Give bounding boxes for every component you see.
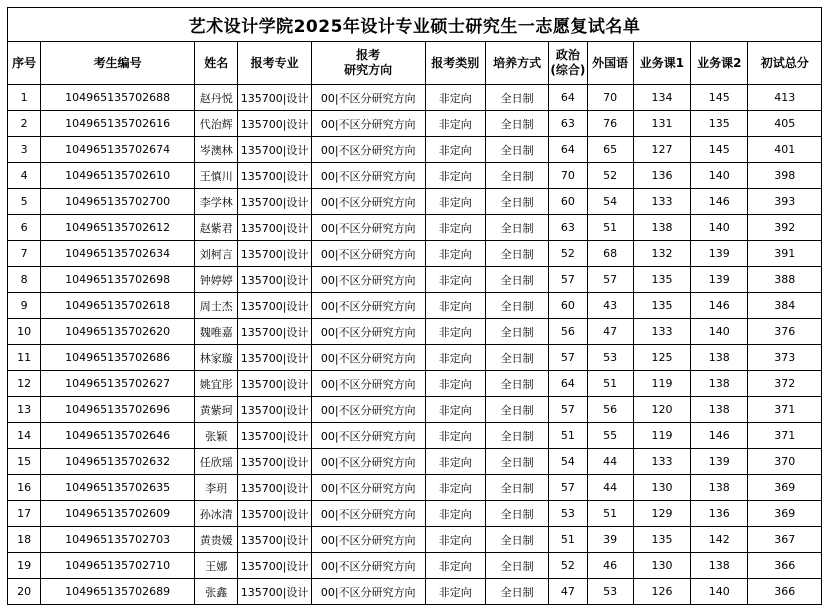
cell-major: 135700|设计 (238, 215, 311, 241)
cell-research-direction: 00|不区分研究方向 (311, 553, 425, 579)
cell-course2-score: 136 (691, 501, 748, 527)
cell-seq-no: 16 (8, 475, 41, 501)
cell-study-mode: 全日制 (485, 449, 548, 475)
table-row (8, 163, 822, 189)
table-row (8, 423, 822, 449)
cell-name: 黄贵媛 (195, 527, 238, 553)
cell-research-direction: 00|不区分研究方向 (311, 163, 425, 189)
cell-seq-no: 14 (8, 423, 41, 449)
cell-category: 非定向 (425, 397, 485, 423)
cell-total-score: 384 (748, 293, 822, 319)
cell-category: 非定向 (425, 293, 485, 319)
cell-course1-score: 129 (633, 501, 690, 527)
cell-major: 135700|设计 (238, 111, 311, 137)
cell-total-score: 405 (748, 111, 822, 137)
cell-research-direction: 00|不区分研究方向 (311, 501, 425, 527)
cell-politics-score: 57 (549, 475, 587, 501)
cell-foreign-language-score: 53 (587, 345, 633, 371)
cell-name: 姚宜彤 (195, 371, 238, 397)
cell-course2-score: 139 (691, 241, 748, 267)
column-header-total-score: 初试总分 (748, 42, 822, 85)
table-row (8, 579, 822, 605)
cell-research-direction: 00|不区分研究方向 (311, 215, 425, 241)
column-header-category: 报考类别 (425, 42, 485, 85)
cell-course2-score: 138 (691, 371, 748, 397)
cell-foreign-language-score: 55 (587, 423, 633, 449)
cell-study-mode: 全日制 (485, 137, 548, 163)
cell-politics-score: 60 (549, 293, 587, 319)
cell-politics-score: 52 (549, 553, 587, 579)
cell-seq-no: 8 (8, 267, 41, 293)
cell-total-score: 376 (748, 319, 822, 345)
cell-major: 135700|设计 (238, 293, 311, 319)
cell-total-score: 393 (748, 189, 822, 215)
cell-course2-score: 138 (691, 553, 748, 579)
cell-name: 张鑫 (195, 579, 238, 605)
cell-course1-score: 135 (633, 267, 690, 293)
cell-category: 非定向 (425, 527, 485, 553)
cell-research-direction: 00|不区分研究方向 (311, 189, 425, 215)
cell-course2-score: 138 (691, 475, 748, 501)
cell-seq-no: 5 (8, 189, 41, 215)
cell-course1-score: 135 (633, 293, 690, 319)
cell-name: 李玥 (195, 475, 238, 501)
table-row (8, 137, 822, 163)
table-row (8, 85, 822, 111)
cell-research-direction: 00|不区分研究方向 (311, 85, 425, 111)
cell-seq-no: 1 (8, 85, 41, 111)
cell-course2-score: 146 (691, 189, 748, 215)
cell-major: 135700|设计 (238, 345, 311, 371)
cell-candidate-id: 104965135702612 (41, 215, 195, 241)
cell-study-mode: 全日制 (485, 241, 548, 267)
cell-course2-score: 140 (691, 579, 748, 605)
cell-candidate-id: 104965135702610 (41, 163, 195, 189)
cell-total-score: 413 (748, 85, 822, 111)
cell-candidate-id: 104965135702698 (41, 267, 195, 293)
cell-course2-score: 146 (691, 423, 748, 449)
cell-name: 魏唯嘉 (195, 319, 238, 345)
cell-foreign-language-score: 47 (587, 319, 633, 345)
cell-total-score: 401 (748, 137, 822, 163)
cell-category: 非定向 (425, 163, 485, 189)
cell-total-score: 366 (748, 553, 822, 579)
cell-course2-score: 145 (691, 85, 748, 111)
cell-candidate-id: 104965135702686 (41, 345, 195, 371)
cell-seq-no: 11 (8, 345, 41, 371)
cell-course2-score: 146 (691, 293, 748, 319)
cell-research-direction: 00|不区分研究方向 (311, 137, 425, 163)
cell-politics-score: 60 (549, 189, 587, 215)
column-header-study-mode: 培养方式 (485, 42, 548, 85)
cell-study-mode: 全日制 (485, 267, 548, 293)
admission-list-sheet (7, 7, 822, 605)
cell-foreign-language-score: 57 (587, 267, 633, 293)
cell-politics-score: 70 (549, 163, 587, 189)
cell-foreign-language-score: 56 (587, 397, 633, 423)
cell-politics-score: 64 (549, 371, 587, 397)
cell-course2-score: 140 (691, 319, 748, 345)
cell-name: 任欣瑶 (195, 449, 238, 475)
cell-category: 非定向 (425, 475, 485, 501)
table-row (8, 241, 822, 267)
cell-name: 赵紫君 (195, 215, 238, 241)
cell-course1-score: 126 (633, 579, 690, 605)
cell-course2-score: 135 (691, 111, 748, 137)
cell-category: 非定向 (425, 85, 485, 111)
cell-name: 林家璇 (195, 345, 238, 371)
cell-name: 刘柯言 (195, 241, 238, 267)
table-row (8, 111, 822, 137)
cell-candidate-id: 104965135702627 (41, 371, 195, 397)
cell-politics-score: 63 (549, 215, 587, 241)
cell-foreign-language-score: 65 (587, 137, 633, 163)
cell-course1-score: 132 (633, 241, 690, 267)
cell-politics-score: 64 (549, 137, 587, 163)
cell-course1-score: 120 (633, 397, 690, 423)
cell-foreign-language-score: 51 (587, 371, 633, 397)
cell-course2-score: 139 (691, 267, 748, 293)
cell-candidate-id: 104965135702618 (41, 293, 195, 319)
cell-seq-no: 15 (8, 449, 41, 475)
cell-study-mode: 全日制 (485, 371, 548, 397)
cell-candidate-id: 104965135702689 (41, 579, 195, 605)
cell-name: 黄紫珂 (195, 397, 238, 423)
cell-total-score: 373 (748, 345, 822, 371)
table-row (8, 345, 822, 371)
cell-name: 周士杰 (195, 293, 238, 319)
cell-major: 135700|设计 (238, 163, 311, 189)
cell-course1-score: 130 (633, 553, 690, 579)
cell-politics-score: 51 (549, 527, 587, 553)
cell-total-score: 370 (748, 449, 822, 475)
table-header-row (8, 42, 822, 85)
page-title: 艺术设计学院2025年设计专业硕士研究生一志愿复试名单 (7, 7, 822, 41)
column-header-research-direction: 报考 研究方向 (311, 42, 425, 85)
table-row (8, 449, 822, 475)
cell-course1-score: 138 (633, 215, 690, 241)
column-header-name: 姓名 (195, 42, 238, 85)
table-row (8, 527, 822, 553)
cell-foreign-language-score: 39 (587, 527, 633, 553)
cell-name: 王娜 (195, 553, 238, 579)
cell-candidate-id: 104965135702696 (41, 397, 195, 423)
cell-candidate-id: 104965135702710 (41, 553, 195, 579)
cell-research-direction: 00|不区分研究方向 (311, 111, 425, 137)
cell-study-mode: 全日制 (485, 163, 548, 189)
cell-candidate-id: 104965135702688 (41, 85, 195, 111)
cell-foreign-language-score: 44 (587, 475, 633, 501)
cell-course1-score: 125 (633, 345, 690, 371)
column-header-foreign-language-score: 外国语 (587, 42, 633, 85)
cell-research-direction: 00|不区分研究方向 (311, 319, 425, 345)
cell-category: 非定向 (425, 267, 485, 293)
cell-course1-score: 136 (633, 163, 690, 189)
cell-candidate-id: 104965135702616 (41, 111, 195, 137)
cell-politics-score: 57 (549, 267, 587, 293)
cell-course1-score: 134 (633, 85, 690, 111)
cell-research-direction: 00|不区分研究方向 (311, 241, 425, 267)
cell-major: 135700|设计 (238, 501, 311, 527)
cell-candidate-id: 104965135702609 (41, 501, 195, 527)
cell-candidate-id: 104965135702700 (41, 189, 195, 215)
cell-total-score: 366 (748, 579, 822, 605)
cell-major: 135700|设计 (238, 189, 311, 215)
cell-foreign-language-score: 53 (587, 579, 633, 605)
cell-seq-no: 13 (8, 397, 41, 423)
cell-research-direction: 00|不区分研究方向 (311, 423, 425, 449)
cell-study-mode: 全日制 (485, 85, 548, 111)
column-header-candidate-id: 考生编号 (41, 42, 195, 85)
cell-candidate-id: 104965135702634 (41, 241, 195, 267)
cell-course1-score: 119 (633, 371, 690, 397)
cell-candidate-id: 104965135702703 (41, 527, 195, 553)
cell-total-score: 391 (748, 241, 822, 267)
cell-seq-no: 10 (8, 319, 41, 345)
cell-course1-score: 131 (633, 111, 690, 137)
cell-research-direction: 00|不区分研究方向 (311, 345, 425, 371)
cell-study-mode: 全日制 (485, 293, 548, 319)
cell-research-direction: 00|不区分研究方向 (311, 527, 425, 553)
table-row (8, 397, 822, 423)
cell-major: 135700|设计 (238, 267, 311, 293)
cell-category: 非定向 (425, 579, 485, 605)
cell-course1-score: 133 (633, 189, 690, 215)
column-header-major: 报考专业 (238, 42, 311, 85)
cell-foreign-language-score: 44 (587, 449, 633, 475)
cell-research-direction: 00|不区分研究方向 (311, 475, 425, 501)
cell-candidate-id: 104965135702646 (41, 423, 195, 449)
cell-name: 王慎川 (195, 163, 238, 189)
cell-research-direction: 00|不区分研究方向 (311, 293, 425, 319)
cell-major: 135700|设计 (238, 319, 311, 345)
cell-research-direction: 00|不区分研究方向 (311, 371, 425, 397)
cell-category: 非定向 (425, 241, 485, 267)
cell-politics-score: 57 (549, 345, 587, 371)
cell-foreign-language-score: 43 (587, 293, 633, 319)
cell-politics-score: 64 (549, 85, 587, 111)
cell-major: 135700|设计 (238, 527, 311, 553)
table-row (8, 189, 822, 215)
cell-seq-no: 20 (8, 579, 41, 605)
cell-seq-no: 3 (8, 137, 41, 163)
column-header-politics-score: 政治 (综合) (549, 42, 587, 85)
cell-seq-no: 4 (8, 163, 41, 189)
cell-category: 非定向 (425, 189, 485, 215)
cell-course1-score: 130 (633, 475, 690, 501)
cell-course1-score: 135 (633, 527, 690, 553)
cell-politics-score: 63 (549, 111, 587, 137)
cell-category: 非定向 (425, 423, 485, 449)
cell-study-mode: 全日制 (485, 475, 548, 501)
cell-category: 非定向 (425, 449, 485, 475)
cell-course2-score: 139 (691, 449, 748, 475)
cell-study-mode: 全日制 (485, 423, 548, 449)
cell-politics-score: 56 (549, 319, 587, 345)
cell-category: 非定向 (425, 319, 485, 345)
table-row (8, 267, 822, 293)
cell-name: 代治辉 (195, 111, 238, 137)
cell-major: 135700|设计 (238, 397, 311, 423)
cell-seq-no: 2 (8, 111, 41, 137)
table-row (8, 215, 822, 241)
cell-major: 135700|设计 (238, 371, 311, 397)
cell-study-mode: 全日制 (485, 579, 548, 605)
cell-candidate-id: 104965135702674 (41, 137, 195, 163)
cell-course1-score: 133 (633, 449, 690, 475)
cell-category: 非定向 (425, 553, 485, 579)
cell-foreign-language-score: 76 (587, 111, 633, 137)
cell-seq-no: 6 (8, 215, 41, 241)
cell-seq-no: 19 (8, 553, 41, 579)
cell-major: 135700|设计 (238, 449, 311, 475)
cell-name: 李学林 (195, 189, 238, 215)
cell-category: 非定向 (425, 345, 485, 371)
cell-course1-score: 133 (633, 319, 690, 345)
table-row (8, 293, 822, 319)
cell-seq-no: 9 (8, 293, 41, 319)
cell-seq-no: 17 (8, 501, 41, 527)
cell-total-score: 367 (748, 527, 822, 553)
cell-research-direction: 00|不区分研究方向 (311, 579, 425, 605)
cell-course1-score: 127 (633, 137, 690, 163)
cell-total-score: 388 (748, 267, 822, 293)
table-row (8, 371, 822, 397)
cell-research-direction: 00|不区分研究方向 (311, 267, 425, 293)
table-row (8, 553, 822, 579)
cell-research-direction: 00|不区分研究方向 (311, 449, 425, 475)
cell-course2-score: 142 (691, 527, 748, 553)
candidate-table (7, 41, 822, 605)
cell-total-score: 369 (748, 501, 822, 527)
cell-total-score: 369 (748, 475, 822, 501)
cell-total-score: 392 (748, 215, 822, 241)
cell-study-mode: 全日制 (485, 527, 548, 553)
cell-course2-score: 145 (691, 137, 748, 163)
cell-major: 135700|设计 (238, 85, 311, 111)
cell-politics-score: 52 (549, 241, 587, 267)
cell-course1-score: 119 (633, 423, 690, 449)
cell-course2-score: 140 (691, 163, 748, 189)
cell-study-mode: 全日制 (485, 111, 548, 137)
cell-foreign-language-score: 68 (587, 241, 633, 267)
cell-politics-score: 51 (549, 423, 587, 449)
cell-study-mode: 全日制 (485, 215, 548, 241)
table-row (8, 475, 822, 501)
cell-foreign-language-score: 46 (587, 553, 633, 579)
cell-foreign-language-score: 51 (587, 501, 633, 527)
column-header-seq-no: 序号 (8, 42, 41, 85)
cell-seq-no: 7 (8, 241, 41, 267)
cell-foreign-language-score: 51 (587, 215, 633, 241)
cell-politics-score: 57 (549, 397, 587, 423)
cell-candidate-id: 104965135702620 (41, 319, 195, 345)
cell-name: 岑澳林 (195, 137, 238, 163)
cell-foreign-language-score: 52 (587, 163, 633, 189)
cell-study-mode: 全日制 (485, 501, 548, 527)
cell-total-score: 372 (748, 371, 822, 397)
cell-name: 钟婷婷 (195, 267, 238, 293)
cell-study-mode: 全日制 (485, 189, 548, 215)
cell-category: 非定向 (425, 111, 485, 137)
cell-foreign-language-score: 54 (587, 189, 633, 215)
cell-major: 135700|设计 (238, 579, 311, 605)
cell-seq-no: 18 (8, 527, 41, 553)
table-row (8, 319, 822, 345)
cell-politics-score: 53 (549, 501, 587, 527)
column-header-course1-score: 业务课1 (633, 42, 690, 85)
cell-research-direction: 00|不区分研究方向 (311, 397, 425, 423)
cell-major: 135700|设计 (238, 553, 311, 579)
cell-major: 135700|设计 (238, 137, 311, 163)
cell-course2-score: 138 (691, 397, 748, 423)
cell-foreign-language-score: 70 (587, 85, 633, 111)
cell-total-score: 371 (748, 423, 822, 449)
cell-category: 非定向 (425, 371, 485, 397)
cell-total-score: 398 (748, 163, 822, 189)
cell-study-mode: 全日制 (485, 397, 548, 423)
cell-seq-no: 12 (8, 371, 41, 397)
cell-course2-score: 140 (691, 215, 748, 241)
cell-study-mode: 全日制 (485, 553, 548, 579)
cell-major: 135700|设计 (238, 241, 311, 267)
cell-politics-score: 47 (549, 579, 587, 605)
table-body (8, 85, 822, 605)
cell-course2-score: 138 (691, 345, 748, 371)
cell-study-mode: 全日制 (485, 345, 548, 371)
cell-candidate-id: 104965135702635 (41, 475, 195, 501)
column-header-course2-score: 业务课2 (691, 42, 748, 85)
cell-category: 非定向 (425, 215, 485, 241)
cell-category: 非定向 (425, 501, 485, 527)
cell-politics-score: 54 (549, 449, 587, 475)
table-row (8, 501, 822, 527)
cell-major: 135700|设计 (238, 423, 311, 449)
cell-category: 非定向 (425, 137, 485, 163)
cell-name: 赵丹悦 (195, 85, 238, 111)
cell-name: 孙冰清 (195, 501, 238, 527)
cell-name: 张颖 (195, 423, 238, 449)
cell-total-score: 371 (748, 397, 822, 423)
cell-study-mode: 全日制 (485, 319, 548, 345)
cell-major: 135700|设计 (238, 475, 311, 501)
cell-candidate-id: 104965135702632 (41, 449, 195, 475)
